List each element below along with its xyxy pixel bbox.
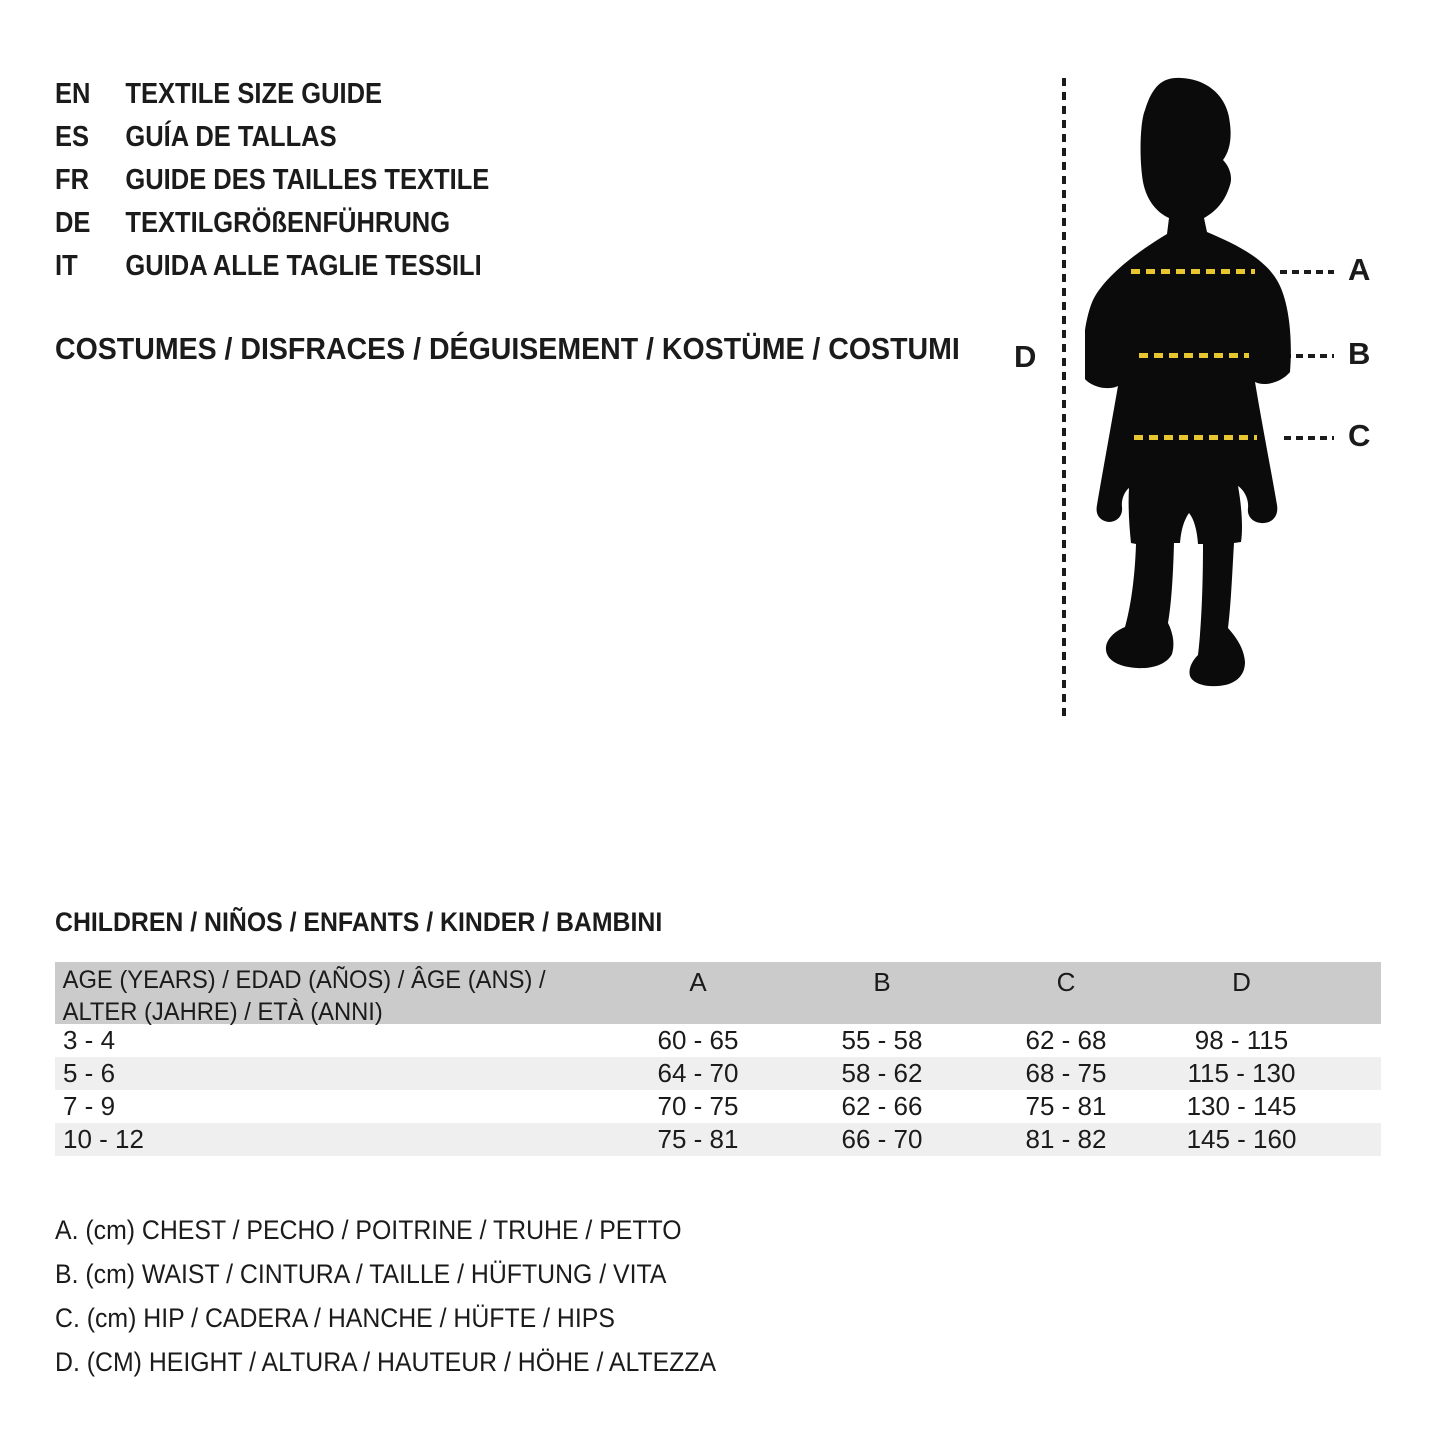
- legend-line-c: C. (cm) HIP / CADERA / HANCHE / HÜFTE / HIPS: [55, 1303, 615, 1333]
- language-title: TEXTILE SIZE GUIDE: [125, 78, 383, 110]
- waist-dash-line-b: [1139, 353, 1249, 358]
- table-header-row: [55, 962, 1381, 1024]
- waist-cell: 62 - 66: [841, 1091, 923, 1121]
- table-row: [55, 1123, 1381, 1156]
- waist-cell: 66 - 70: [841, 1124, 923, 1154]
- language-code: IT: [55, 250, 78, 282]
- height-cell: 145 - 160: [1186, 1124, 1297, 1154]
- waist-cell: 55 - 58: [841, 1025, 923, 1055]
- age-cell: 3 - 4: [63, 1025, 116, 1055]
- hip-dash-line-c: [1134, 435, 1257, 440]
- measure-label-c: C: [1348, 418, 1371, 453]
- language-title: GUÍA DE TALLAS: [125, 121, 337, 153]
- height-cell: 130 - 145: [1186, 1091, 1297, 1121]
- chest-dash-line-a: [1131, 269, 1255, 274]
- size-table: [55, 962, 1381, 1156]
- child-silhouette-icon: [1085, 72, 1300, 712]
- chest-cell: 60 - 65: [657, 1025, 739, 1055]
- language-row-es: [55, 116, 489, 159]
- height-cell: 98 - 115: [1194, 1025, 1289, 1055]
- legend-line-b: B. (cm) WAIST / CINTURA / TAILLE / HÜFTUNG / VITA: [55, 1259, 667, 1289]
- language-title: GUIDA ALLE TAGLIE TESSILI: [125, 250, 482, 282]
- language-code: FR: [55, 164, 90, 196]
- table-header-age: [55, 962, 606, 1026]
- table-row: [55, 1090, 1381, 1123]
- table-row: [55, 1024, 1381, 1057]
- chest-cell: 70 - 75: [657, 1091, 739, 1121]
- language-code: ES: [55, 121, 90, 153]
- column-header-b: B: [873, 967, 891, 997]
- language-title: TEXTILGRÖßENFÜHRUNG: [125, 207, 451, 239]
- language-title-list: [55, 73, 549, 288]
- language-row-fr: [55, 159, 489, 202]
- legend-line-a: A. (cm) CHEST / PECHO / POITRINE / TRUHE / PETTO: [55, 1215, 682, 1245]
- age-cell: 5 - 6: [63, 1058, 116, 1088]
- hip-cell: 81 - 82: [1025, 1124, 1107, 1154]
- measurement-legend: [55, 1208, 774, 1384]
- measure-label-d: D: [1014, 339, 1037, 374]
- language-title: GUIDE DES TAILLES TEXTILE: [125, 164, 490, 196]
- column-header-a: A: [689, 967, 707, 997]
- language-code: DE: [55, 207, 91, 239]
- legend-line-d: D. (CM) HEIGHT / ALTURA / HAUTEUR / HÖHE / ALTEZZA: [55, 1347, 717, 1377]
- age-header-line1: AGE (YEARS) / EDAD (AÑOS) / ÂGE (ANS) /: [62, 966, 546, 994]
- age-header-line2: ALTER (JAHRE) / ETÀ (ANNI): [62, 998, 383, 1026]
- language-row-it: [55, 245, 489, 288]
- column-header-c: C: [1056, 967, 1076, 997]
- table-row: [55, 1057, 1381, 1090]
- category-title: COSTUMES / DISFRACES / DÉGUISEMENT / KOSTÜME / COSTUMI: [55, 331, 960, 366]
- chest-cell: 64 - 70: [657, 1058, 739, 1088]
- language-code: EN: [55, 78, 91, 110]
- height-cell: 115 - 130: [1187, 1058, 1296, 1088]
- height-measure-line-d: [1062, 78, 1066, 716]
- section-title-children: CHILDREN / NIÑOS / ENFANTS / KINDER / BAMBINI: [55, 907, 663, 937]
- waist-cell: 58 - 62: [841, 1058, 923, 1088]
- language-row-en: [55, 73, 489, 116]
- hip-cell: 75 - 81: [1025, 1091, 1107, 1121]
- age-cell: 10 - 12: [63, 1124, 144, 1154]
- language-row-de: [55, 202, 489, 245]
- hip-cell: 62 - 68: [1025, 1025, 1107, 1055]
- column-header-d: D: [1232, 967, 1251, 997]
- hip-cell: 68 - 75: [1025, 1058, 1107, 1088]
- age-cell: 7 - 9: [63, 1091, 116, 1121]
- chest-cell: 75 - 81: [657, 1124, 739, 1154]
- measure-label-b: B: [1348, 336, 1371, 371]
- measure-label-a: A: [1348, 252, 1371, 287]
